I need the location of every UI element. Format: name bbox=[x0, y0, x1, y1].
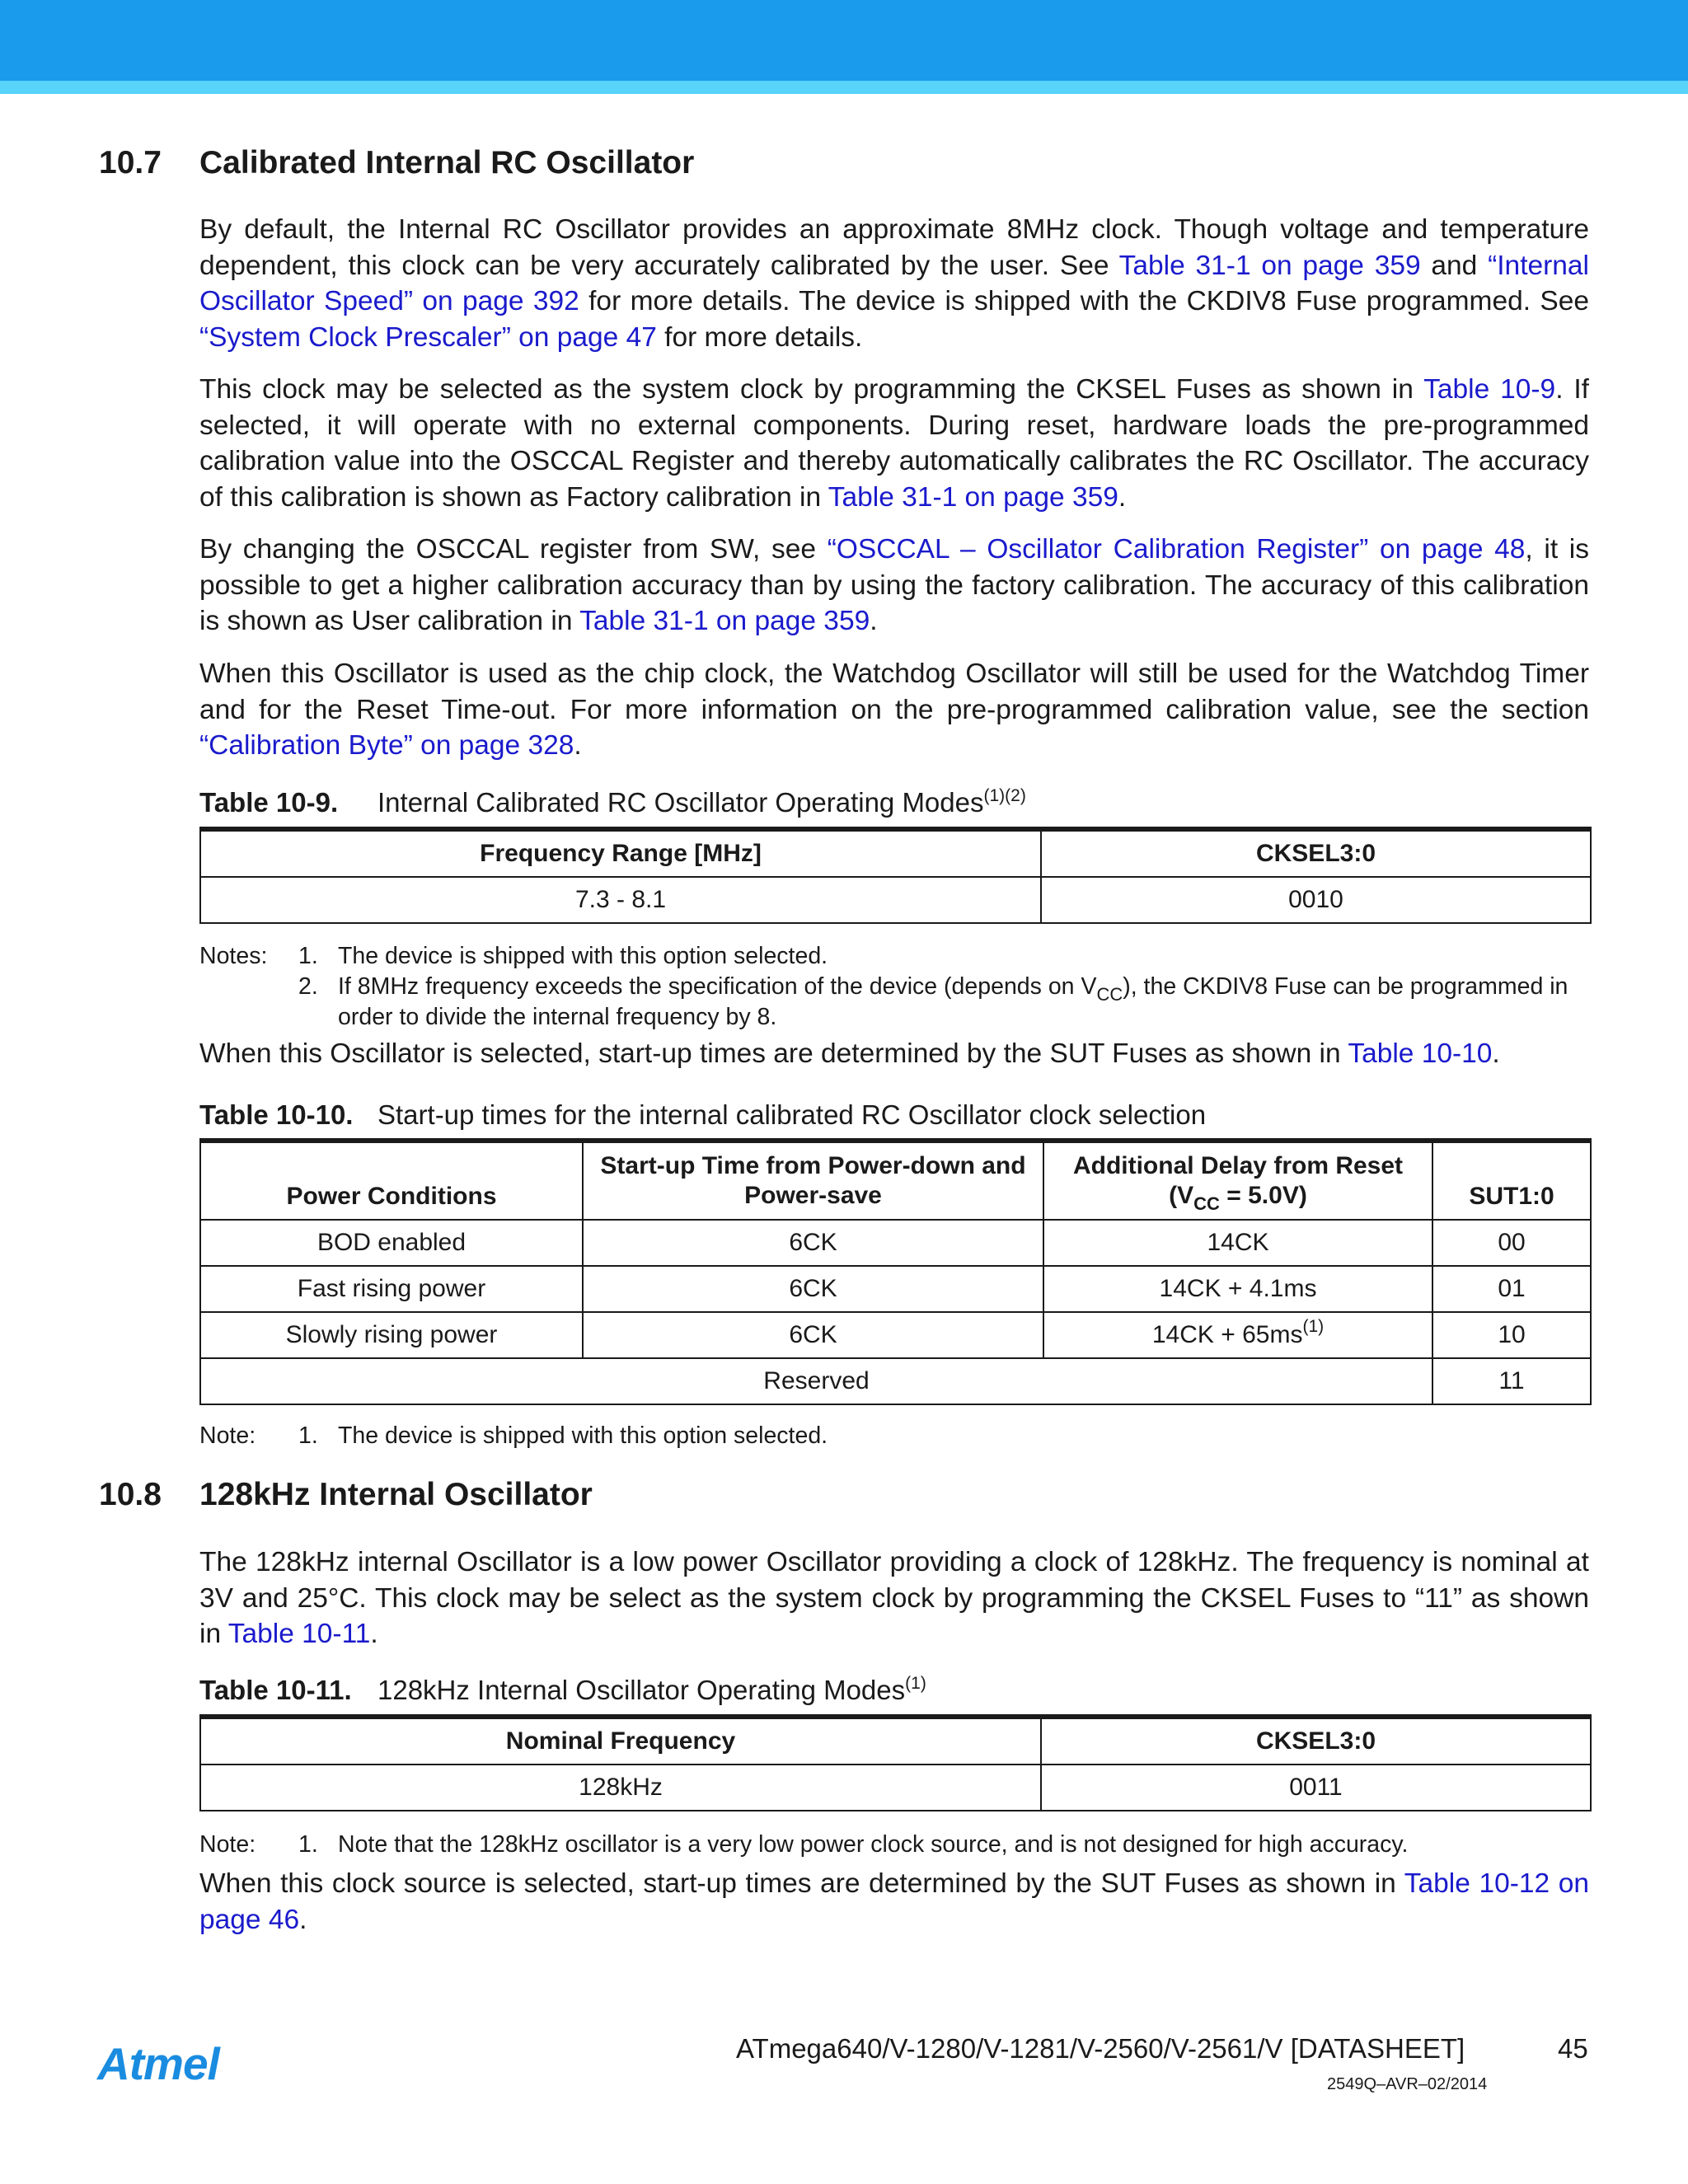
table-cell: Fast rising power bbox=[200, 1266, 583, 1312]
table-row bbox=[200, 1266, 1591, 1312]
table-notes bbox=[199, 1421, 1592, 1451]
footnote-ref: (1)(2) bbox=[983, 786, 1026, 805]
atmel-logo: Atmel bbox=[97, 2038, 219, 2089]
table-notes bbox=[199, 941, 1592, 1033]
footnote-ref: (1) bbox=[1302, 1317, 1325, 1336]
paragraph bbox=[199, 532, 1589, 640]
section-heading-10-8 bbox=[99, 1477, 593, 1513]
note bbox=[199, 972, 1592, 1033]
page-number: 45 bbox=[1558, 2033, 1588, 2064]
table-10-10 bbox=[199, 1138, 1592, 1405]
xref-link[interactable]: “Calibration Byte” on page 328 bbox=[199, 730, 574, 761]
table-cell: BOD enabled bbox=[200, 1220, 583, 1266]
text: . bbox=[370, 1619, 378, 1649]
table-cell: $14CK + 65ms^{(1)}$ bbox=[1043, 1312, 1432, 1358]
note-text: The device is shipped with this option selected. bbox=[338, 943, 828, 969]
xref-link[interactable]: Table 10-9 bbox=[1423, 374, 1556, 405]
paragraph bbox=[199, 1544, 1589, 1652]
table-title: Start-up times for the internal calibrated RC Oscillator clock selection bbox=[377, 1099, 1207, 1130]
table-caption bbox=[199, 1675, 926, 1706]
table-caption bbox=[199, 1099, 1206, 1131]
column-header: Power Conditions bbox=[200, 1141, 583, 1220]
table-cell: 6CK bbox=[583, 1312, 1043, 1358]
table-cell: 00 bbox=[1432, 1220, 1591, 1266]
text: and bbox=[1420, 250, 1489, 281]
table-cell: 11 bbox=[1432, 1358, 1591, 1404]
column-header: CKSEL3:0 bbox=[1041, 829, 1591, 877]
paragraph bbox=[199, 372, 1589, 515]
text: By default, the Internal RC Oscillator provides an approximate 8MHz clock. Though voltage and temperature dependent, this clock can be very accurately calibrated by the user. See bbox=[199, 214, 1589, 281]
xref-link[interactable]: Table 31-1 on page 359 bbox=[828, 481, 1118, 513]
table-cell: 14CK bbox=[1043, 1220, 1432, 1266]
table-row bbox=[200, 1765, 1591, 1811]
xref-link[interactable]: Table 10-11 bbox=[227, 1619, 371, 1649]
table-cell: Slowly rising power bbox=[200, 1312, 583, 1358]
text: . bbox=[1492, 1038, 1500, 1069]
column-header: Frequency Range [MHz] bbox=[200, 829, 1041, 877]
notes-label: Note: bbox=[199, 1422, 256, 1449]
document-code: 2549Q–AVR–02/2014 bbox=[1327, 2075, 1488, 2093]
xref-link[interactable]: Table 10-12 on page 46 bbox=[199, 1868, 1589, 1935]
table-cell: 128kHz bbox=[200, 1765, 1041, 1811]
table-header-row bbox=[200, 829, 1591, 877]
table-cell: 6CK bbox=[583, 1266, 1043, 1312]
text: . bbox=[574, 730, 582, 761]
column-header: Nominal Frequency bbox=[200, 1717, 1041, 1765]
table-10-11 bbox=[199, 1714, 1592, 1811]
table-cell: 10 bbox=[1432, 1312, 1591, 1358]
table-row bbox=[200, 1220, 1591, 1266]
text: The 128kHz internal Oscillator is a low power Oscillator providing a clock of 128kHz. The frequency is nominal at 3V and 25°C. This clock may be select as the system clock by programming the CKSEL Fuses to “11” as shown in bbox=[199, 1547, 1589, 1649]
note-text: Note that the 128kHz oscillator is a very low power clock source, and is not designed for high accuracy. bbox=[338, 1831, 1409, 1858]
text: for more details. bbox=[656, 321, 863, 353]
xref-link[interactable]: “Internal Oscillator Speed” on page 392 bbox=[199, 250, 1589, 316]
xref-link[interactable]: “OSCCAL – Oscillator Calibration Register” on page 48 bbox=[827, 534, 1526, 565]
paragraph bbox=[199, 212, 1589, 355]
paragraph bbox=[199, 1866, 1589, 1938]
table-10-9 bbox=[199, 827, 1592, 924]
header-bar bbox=[0, 0, 1688, 81]
section-title: 128kHz Internal Oscillator bbox=[199, 1477, 593, 1512]
note-text: If 8MHz frequency exceeds the specification of the device (depends on $V_{CC}$), the CKDIV8 Fuse can be programmed in order to divide the internal frequency by 8. bbox=[338, 973, 1568, 1030]
paragraph bbox=[199, 1036, 1589, 1072]
table-cell: 14CK + 4.1ms bbox=[1043, 1266, 1432, 1312]
xref-link[interactable]: Table 31-1 on page 359 bbox=[1118, 250, 1421, 281]
table-title: Internal Calibrated RC Oscillator Operating Modes bbox=[377, 787, 984, 818]
note bbox=[199, 941, 1592, 972]
paragraph bbox=[199, 656, 1589, 764]
section-heading-10-7 bbox=[99, 145, 694, 181]
text: for more details. The device is shipped with the CKDIV8 Fuse programmed. See bbox=[579, 286, 1589, 316]
table-cell: 0011 bbox=[1041, 1765, 1591, 1811]
table-notes bbox=[199, 1830, 1592, 1860]
text: When this Oscillator is selected, start-up times are determined by the SUT Fuses as shown in bbox=[199, 1038, 1348, 1069]
note bbox=[199, 1421, 1592, 1451]
table-number: Table 10-11. bbox=[199, 1675, 352, 1705]
text: When this Oscillator is used as the chip clock, the Watchdog Oscillator will still be used for the Watchdog Timer and for the Reset Time-out. For more information on the pre-programmed calibration value, see the section bbox=[199, 658, 1589, 725]
table-row bbox=[200, 1312, 1591, 1358]
note-number: 2. bbox=[298, 973, 318, 1000]
xref-link[interactable]: Table 31-1 on page 359 bbox=[579, 606, 870, 636]
text: . bbox=[1118, 481, 1127, 513]
text: When this clock source is selected, start-up times are determined by the SUT Fuses as shown in bbox=[199, 1868, 1404, 1899]
column-header: Additional Delay from Reset $(V_{CC} = 5.0V)$ bbox=[1043, 1141, 1432, 1220]
table-cell: Reserved bbox=[200, 1358, 1432, 1404]
column-header: CKSEL3:0 bbox=[1041, 1717, 1591, 1765]
text: . If selected, it will operate with no external components. During reset, hardware loads the pre-programmed calibration value into the OSCCAL Register and thereby automatically calibrates the RC Oscillator. The accuracy of this calibration is shown as Factory calibration in bbox=[199, 374, 1589, 513]
note-number: 1. bbox=[298, 1831, 318, 1858]
text: . bbox=[299, 1904, 307, 1935]
footer-title: ATmega640/V-1280/V-1281/V-2560/V-2561/V [DATASHEET] bbox=[736, 2033, 1465, 2064]
table-header-row bbox=[200, 1141, 1591, 1220]
table-cell: 0010 bbox=[1041, 877, 1591, 923]
table-row bbox=[200, 1358, 1591, 1404]
table-header-row bbox=[200, 1717, 1591, 1765]
text: . bbox=[870, 606, 878, 636]
column-header: Start-up Time from Power-down and Power-save bbox=[583, 1141, 1043, 1220]
table-title: 128kHz Internal Oscillator Operating Modes bbox=[377, 1675, 906, 1705]
table-cell: 6CK bbox=[583, 1220, 1043, 1266]
xref-link[interactable]: “System Clock Prescaler” on page 47 bbox=[199, 321, 657, 353]
notes-label: Note: bbox=[199, 1831, 256, 1858]
table-number: Table 10-9. bbox=[199, 787, 339, 818]
xref-link[interactable]: Table 10-10 bbox=[1348, 1038, 1493, 1069]
note bbox=[199, 1830, 1592, 1860]
table-number: Table 10-10. bbox=[199, 1099, 354, 1130]
notes-label: Notes: bbox=[199, 943, 268, 969]
column-header: SUT1:0 bbox=[1432, 1141, 1591, 1220]
text: , it is possible to get a higher calibration accuracy than by using the factory calibration. The accuracy of this calibration is shown as User calibration in bbox=[199, 534, 1590, 636]
table-row bbox=[200, 877, 1591, 923]
footnote-ref: (1) bbox=[905, 1674, 926, 1693]
section-title: Calibrated Internal RC Oscillator bbox=[199, 145, 695, 180]
note-text: The device is shipped with this option selected. bbox=[338, 1422, 828, 1449]
header-stripe bbox=[0, 81, 1688, 94]
text: This clock may be selected as the system clock by programming the CKSEL Fuses as shown in bbox=[199, 374, 1424, 405]
note-number: 1. bbox=[298, 1422, 318, 1449]
table-cell: 7.3 - 8.1 bbox=[200, 877, 1041, 923]
section-number: 10.7 bbox=[99, 145, 162, 180]
text: By changing the OSCCAL register from SW, see bbox=[199, 534, 828, 565]
table-cell: 01 bbox=[1432, 1266, 1591, 1312]
table-caption bbox=[199, 787, 1026, 818]
section-number: 10.8 bbox=[99, 1477, 162, 1512]
note-number: 1. bbox=[298, 943, 318, 969]
